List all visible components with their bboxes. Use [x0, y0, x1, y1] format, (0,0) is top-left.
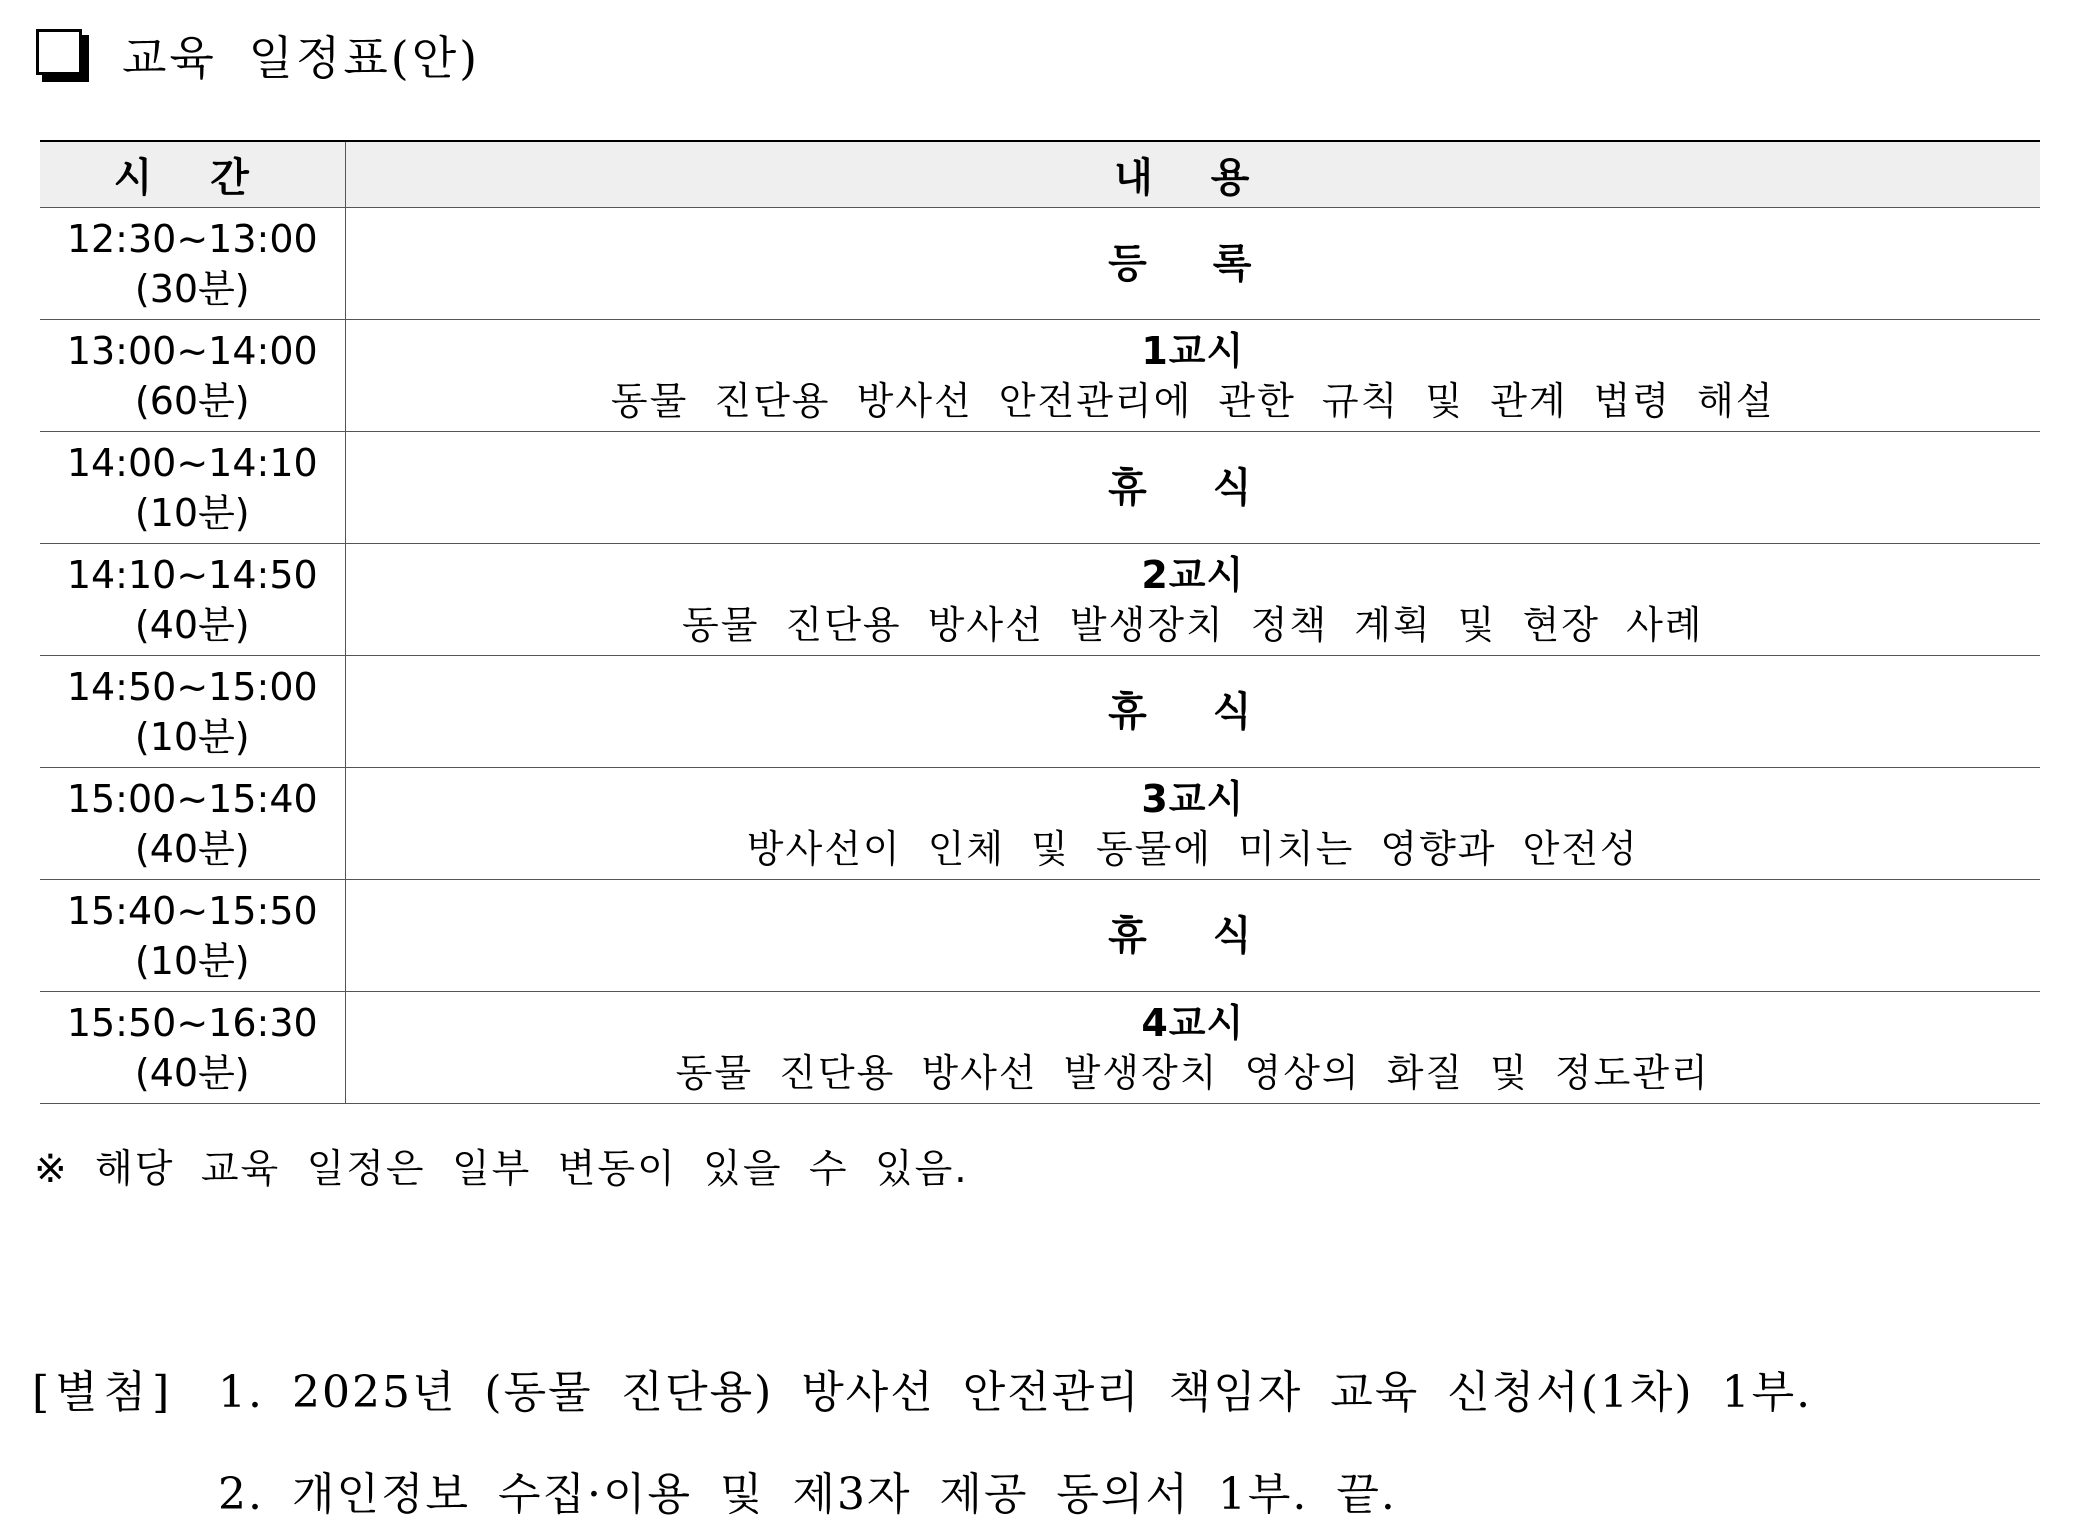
table-row	[40, 544, 2040, 656]
session-title: 1교시	[1141, 328, 1245, 373]
content-cell	[345, 768, 2040, 880]
content-cell	[345, 880, 2040, 992]
content-cell	[345, 208, 2040, 320]
table-row	[40, 992, 2040, 1104]
schedule-note: ※ 해당 교육 일정은 일부 변동이 있을 수 있음.	[34, 1147, 969, 1192]
duration: (60분)	[134, 378, 250, 423]
heading	[36, 24, 480, 86]
time-cell	[40, 880, 345, 992]
duration: (10분)	[134, 938, 250, 983]
time-range: 14:50~15:00	[66, 664, 318, 709]
column-header-content: 내 용	[345, 141, 2040, 208]
content-cell	[345, 544, 2040, 656]
table-row	[40, 432, 2040, 544]
attachment-item: 1. 2025년 (동물 진단용) 방사선 안전관리 책임자 교육 신청서(1차) 1부.	[218, 1367, 1813, 1418]
page-title: 교육 일정표(안)	[122, 31, 481, 85]
schedule-body	[40, 208, 2040, 1104]
table-row	[40, 768, 2040, 880]
content-cell	[345, 432, 2040, 544]
time-range: 12:30~13:00	[66, 216, 318, 261]
content-cell	[345, 656, 2040, 768]
time-range: 13:00~14:00	[66, 328, 318, 373]
time-range: 15:50~16:30	[66, 1000, 318, 1045]
square-bullet-icon	[36, 29, 88, 81]
row-title: 휴 식	[1108, 688, 1278, 735]
time-range: 14:00~14:10	[66, 440, 318, 485]
attachment-item: 2. 개인정보 수집·이용 및 제3자 제공 동의서 1부. 끝.	[218, 1469, 1397, 1520]
duration: (10분)	[134, 490, 250, 535]
time-cell	[40, 768, 345, 880]
table-row	[40, 208, 2040, 320]
session-topic: 방사선이 인체 및 동물에 미치는 영향과 안전성	[746, 826, 1639, 871]
content-cell	[345, 320, 2040, 432]
session-title: 3교시	[1141, 776, 1245, 821]
duration: (40분)	[134, 826, 250, 871]
row-title: 휴 식	[1108, 464, 1278, 511]
row-title: 휴 식	[1108, 912, 1278, 959]
table-row	[40, 656, 2040, 768]
time-range: 15:40~15:50	[66, 888, 318, 933]
time-cell	[40, 656, 345, 768]
session-title: 2교시	[1141, 552, 1245, 597]
session-topic: 동물 진단용 방사선 발생장치 정책 계획 및 현장 사례	[681, 602, 1704, 647]
duration: (40분)	[134, 1050, 250, 1095]
table-row	[40, 320, 2040, 432]
duration: (10분)	[134, 714, 250, 759]
time-cell	[40, 432, 345, 544]
content-cell	[345, 992, 2040, 1104]
session-topic: 동물 진단용 방사선 발생장치 영상의 화질 및 정도관리	[675, 1050, 1710, 1095]
row-title: 등 록	[1108, 240, 1278, 287]
duration: (40분)	[134, 602, 250, 647]
table-header-row	[40, 141, 2040, 208]
session-topic: 동물 진단용 방사선 안전관리에 관한 규칙 및 관계 법령 해설	[610, 378, 1775, 423]
time-cell	[40, 208, 345, 320]
time-cell	[40, 544, 345, 656]
attachment-label: [별첨]	[32, 1367, 176, 1418]
time-range: 15:00~15:40	[66, 776, 318, 821]
time-range: 14:10~14:50	[66, 552, 318, 597]
table-row	[40, 880, 2040, 992]
session-title: 4교시	[1141, 1000, 1245, 1045]
schedule-table	[40, 140, 2040, 1104]
column-header-time: 시 간	[40, 141, 345, 208]
duration: (30분)	[134, 266, 250, 311]
time-cell	[40, 992, 345, 1104]
time-cell	[40, 320, 345, 432]
